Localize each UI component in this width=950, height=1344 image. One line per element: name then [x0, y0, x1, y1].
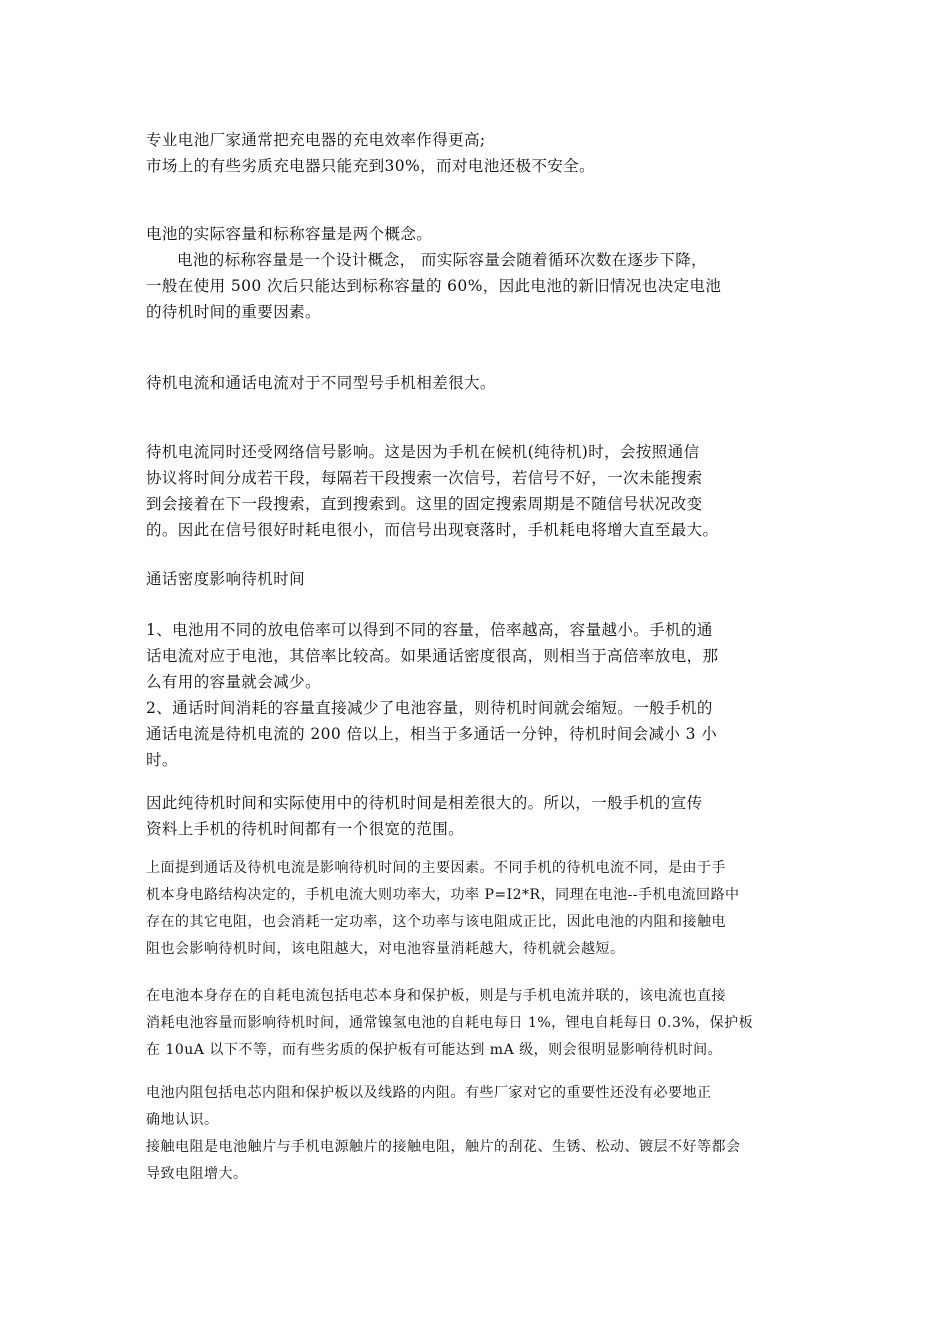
text-line: 协议将时间分成若干段，每隔若干段搜索一次信号，若信号不好，一次未能搜索: [146, 469, 703, 487]
paragraph-network-signal: [146, 439, 806, 543]
paragraph-standby-vs-talk-current: [146, 370, 806, 396]
text-line: 通话电流是待机电流的 200 倍以上，相当于多通话一分钟，待机时间会减小 3 小: [146, 725, 718, 743]
paragraph-discharge-rate: [146, 617, 806, 773]
text-line: 话电流对应于电池，其倍率比较高。如果通话密度很高，则相当于高倍率放电，那: [146, 647, 719, 665]
text-line: 存在的其它电阻，也会消耗一定功率，这个功率与该电阻成正比，因此电池的内阻和接触电: [146, 914, 726, 930]
text-line: 确地认识。: [146, 1112, 219, 1128]
paragraph-main-factors: [146, 855, 806, 963]
text-line: 在电池本身存在的自耗电流包括电芯本身和保护板，则是与手机电流并联的，该电流也直接: [146, 988, 726, 1004]
text-line: 因此纯待机时间和实际使用中的待机时间是相差很大的。所以，一般手机的宣传: [146, 794, 703, 812]
text-line: 待机电流同时还受网络信号影响。这是因为手机在候机(纯待机)时，会按照通信: [146, 443, 700, 461]
text-line: 电池的标称容量是一个设计概念， 而实际容量会随着循环次数在逐步下降，: [177, 251, 708, 269]
text-line: 么有用的容量就会减少。: [146, 673, 321, 691]
text-line: 在 10uA 以下不等，而有些劣质的保护板有可能达到 mA 级，则会很明显影响待机时间。: [146, 1042, 723, 1058]
text-line: 机本身电路结构决定的，手机电流大则功率大，功率 P=I2*R，同理在电池--手机电流回路中: [146, 887, 740, 903]
text-line: 通话密度影响待机时间: [146, 570, 306, 588]
text-line: 到会接着在下一段搜索，直到搜索到。这里的固定搜索周期是不随信号状况改变: [146, 495, 703, 513]
text-line: 1、电池用不同的放电倍率可以得到不同的容量，倍率越高，容量越小。手机的通: [146, 621, 713, 639]
paragraph-capacity-concepts: [146, 221, 806, 247]
text-line: 的。因此在信号很好时耗电很小，而信号出现衰落时，手机耗电将增大直至最大。: [146, 521, 719, 539]
text-line: 导致电阻增大。: [146, 1166, 248, 1182]
text-line: 上面提到通话及待机电流是影响待机时间的主要因素。不同手机的待机电流不同，是由于手: [146, 860, 726, 876]
text-line: 电池的实际容量和标称容量是两个概念。: [146, 225, 433, 243]
paragraph-self-discharge: [146, 983, 806, 1064]
text-line: 资料上手机的待机时间都有一个很宽的范围。: [146, 820, 465, 838]
text-line: 电池内阻包括电芯内阻和保护板以及线路的内阻。有些厂家对它的重要性还没有必要地正: [146, 1085, 712, 1101]
text-line: 的待机时间的重要因素。: [146, 303, 321, 321]
text-line: 一般在使用 500 次后只能达到标称容量的 60%，因此电池的新旧情况也决定电池: [146, 277, 722, 295]
text-line: 市场上的有些劣质充电器只能充到30%，而对电池还极不安全。: [146, 157, 596, 175]
text-line: 阻也会影响待机时间，该电阻越大，对电池容量消耗越大，待机就会越短。: [146, 941, 625, 957]
paragraph-standby-range: [146, 790, 806, 842]
text-line: 接触电阻是电池触片与手机电源触片的接触电阻，触片的刮花、生锈、松动、镀层不好等都会: [146, 1139, 741, 1155]
paragraph-charger-efficiency: [146, 127, 806, 179]
paragraph-internal-resistance: [146, 1080, 806, 1188]
text-line: 时。: [146, 751, 178, 769]
text-line: 专业电池厂家通常把充电器的充电效率作得更高;: [146, 131, 486, 149]
text-line: 消耗电池容量而影响待机时间，通常镍氢电池的自耗电每日 1%，锂电自耗每日 0.3%，保护板: [146, 1015, 754, 1031]
section-heading-call-density: [146, 566, 806, 592]
text-line: 2、通话时间消耗的容量直接减少了电池容量，则待机时间就会缩短。一般手机的: [146, 699, 713, 717]
text-line: 待机电流和通话电流对于不同型号手机相差很大。: [146, 374, 496, 392]
paragraph-capacity-decline: [146, 247, 806, 325]
